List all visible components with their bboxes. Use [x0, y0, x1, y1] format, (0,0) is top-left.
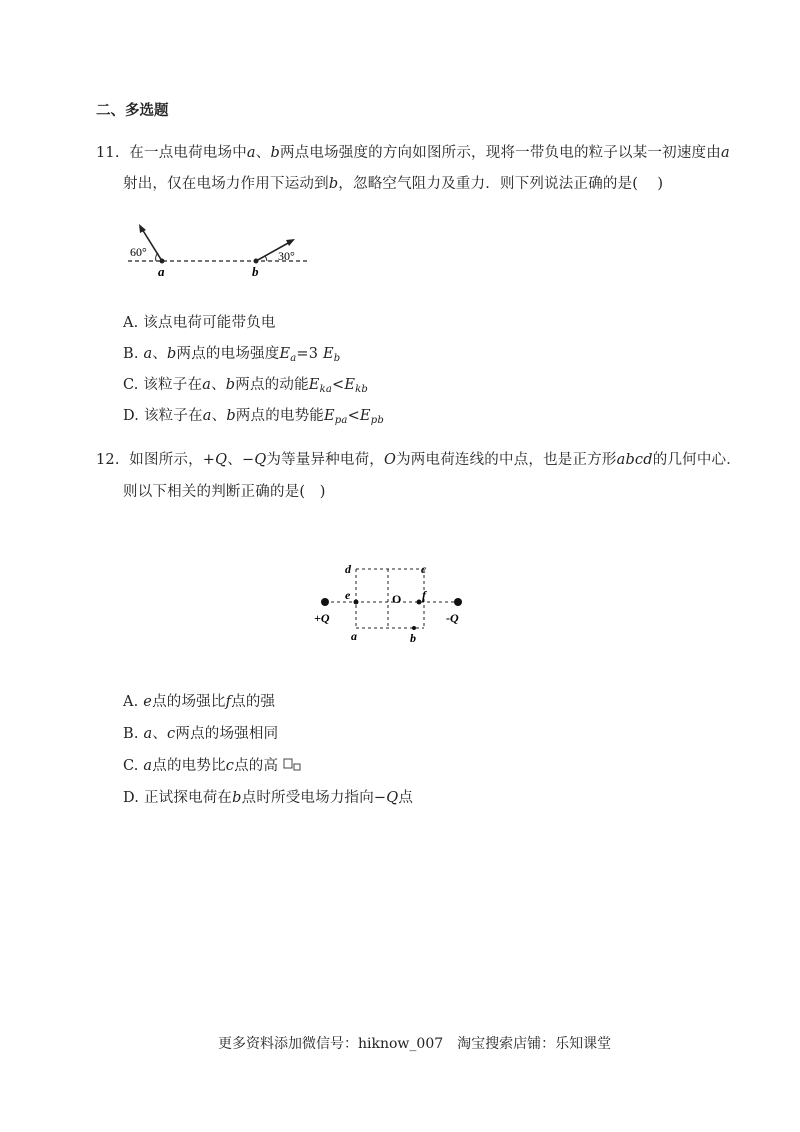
charge-q: Q — [254, 452, 267, 468]
q12-line1 — [96, 448, 741, 469]
symbol-e: E — [344, 377, 356, 393]
option-text: 该粒子在 — [143, 377, 203, 393]
q12-line2 — [123, 480, 326, 501]
q12-text: 为等量异种电荷， — [266, 452, 385, 468]
q11-text: ，忽略空气阻力及重力．则下列说法正确的是( — [338, 176, 639, 192]
option-text: 点的强 — [231, 694, 276, 710]
plus-q-charge — [321, 598, 329, 606]
minus-q-charge — [454, 598, 462, 606]
point-b: b — [328, 176, 339, 192]
q12-text: 如图所示，+ — [129, 452, 216, 468]
q11-text: 两点电场强度的方向如图所示，现将一带负电的粒子以某一初速度由 — [279, 145, 721, 161]
q12-option-c[interactable] — [123, 754, 303, 775]
point-c: c — [167, 726, 176, 742]
angle-30-label: 30° — [278, 249, 295, 263]
option-text: 正试探电荷在 — [143, 790, 233, 806]
option-text: 该点电荷可能带负电 — [143, 315, 276, 331]
q11-option-d[interactable] — [123, 404, 384, 426]
option-text: 、 — [152, 726, 168, 742]
option-text: 两点的电场强度 — [176, 346, 280, 362]
angle-arc-b — [265, 256, 267, 261]
option-text: 点的电势比 — [152, 758, 226, 774]
option-text: 两点的电势能 — [235, 408, 324, 424]
option-text: 、 — [152, 346, 168, 362]
point-b: b — [225, 377, 236, 393]
label-d: d — [345, 562, 351, 576]
option-label: D. — [123, 790, 140, 806]
point-a: a — [246, 145, 256, 161]
q11-figure — [122, 218, 322, 288]
equals-3: =3 — [296, 346, 319, 362]
option-label: B. — [123, 346, 139, 362]
option-text: 点的场强比 — [152, 694, 226, 710]
symbol-e: E — [308, 377, 320, 393]
option-text: 、 — [211, 377, 226, 393]
point-c: c — [225, 758, 235, 774]
q12-figure — [308, 560, 478, 650]
q12-option-d[interactable] — [123, 786, 413, 807]
subscript: b — [333, 353, 341, 364]
label-plus-q: +Q — [314, 611, 330, 625]
q11-text: 射出，仅在电场力作用下运动到 — [123, 176, 329, 192]
q11-line2 — [123, 172, 663, 193]
point-a: a — [143, 726, 153, 742]
label-b: b — [252, 264, 259, 279]
subscript: pb — [370, 415, 384, 426]
q11-option-c[interactable] — [123, 373, 368, 395]
label-c: c — [421, 562, 427, 576]
symbol-e: E — [279, 346, 291, 362]
point-a: a — [202, 377, 212, 393]
less-than: < — [347, 408, 360, 424]
footer-note: 更多资料添加微信号：hiknow_007 淘宝搜索店铺：乐知课堂 — [218, 1036, 612, 1052]
arrowhead-icon — [139, 224, 146, 233]
charge-q: Q — [215, 452, 228, 468]
subscript: ka — [319, 384, 332, 395]
option-text: 两点的场强相同 — [175, 726, 279, 742]
less-than: < — [331, 377, 345, 393]
point-o: O — [384, 452, 397, 468]
square-abcd: abcd — [616, 452, 653, 468]
option-text: 、 — [211, 408, 227, 424]
point-a-dot — [160, 259, 165, 264]
q12-number: 12. — [96, 452, 120, 468]
q11-option-a[interactable] — [123, 311, 276, 332]
q12-option-a[interactable] — [123, 690, 275, 711]
option-label: C. — [123, 758, 139, 774]
q12-text: 、− — [227, 452, 255, 468]
point-b: b — [167, 346, 177, 362]
point-a: a — [143, 346, 153, 362]
subscript: a — [290, 353, 297, 364]
q11-text: 、 — [255, 145, 271, 161]
point-b: b — [232, 790, 242, 806]
option-text: 点时所受电场力指向− — [241, 790, 387, 806]
option-text: 点的高 — [234, 758, 279, 774]
point-a: a — [720, 145, 730, 161]
point-a: a — [202, 408, 212, 424]
broken-glyph-icon — [283, 758, 303, 772]
option-label: B. — [123, 726, 139, 742]
symbol-e: E — [359, 408, 371, 424]
option-label: A. — [123, 694, 139, 710]
option-text: 点 — [398, 790, 414, 806]
subscript: kb — [355, 384, 369, 395]
label-b: b — [410, 631, 416, 645]
point-b: b — [270, 145, 280, 161]
q12-text: 则以下相关的判断正确的是( — [123, 484, 306, 500]
charge-q: Q — [386, 790, 399, 806]
symbol-e: E — [324, 408, 335, 424]
label-f: f — [422, 588, 426, 602]
point-b: b — [226, 408, 236, 424]
q11-text: 在一点电荷电场中 — [129, 145, 247, 161]
arrowhead-icon — [286, 239, 295, 246]
point-f: f — [225, 694, 232, 710]
option-label: D. — [123, 408, 140, 424]
option-label: C. — [123, 377, 139, 393]
label-o: O — [392, 592, 402, 606]
section-title: 二、多选题 — [96, 102, 169, 119]
option-label: A. — [123, 315, 139, 331]
label-minus-q: -Q — [446, 611, 459, 625]
answer-paren: ) — [319, 484, 326, 500]
q11-number: 11. — [96, 145, 120, 161]
option-text: 两点的动能 — [235, 377, 309, 393]
q12-text: 为两电荷连线的中点，也是正方形 — [396, 452, 617, 468]
point-f-dot — [417, 600, 422, 605]
answer-paren: ) — [657, 176, 664, 192]
symbol-e: E — [323, 346, 334, 362]
point-b-dot — [412, 626, 416, 630]
angle-60-label: 60° — [130, 245, 147, 259]
q11-line1 — [96, 141, 730, 162]
point-b-dot — [254, 259, 259, 264]
q11-option-b[interactable] — [123, 342, 340, 364]
q12-text: 的几何中心． — [652, 452, 741, 468]
label-e: e — [345, 588, 351, 602]
label-a: a — [158, 264, 165, 279]
subscript: pa — [334, 415, 348, 426]
point-e: e — [143, 694, 153, 710]
point-e-dot — [354, 600, 359, 605]
point-a: a — [143, 758, 153, 774]
option-text: 该粒子在 — [143, 408, 203, 424]
q12-option-b[interactable] — [123, 722, 278, 743]
label-a: a — [351, 629, 357, 643]
